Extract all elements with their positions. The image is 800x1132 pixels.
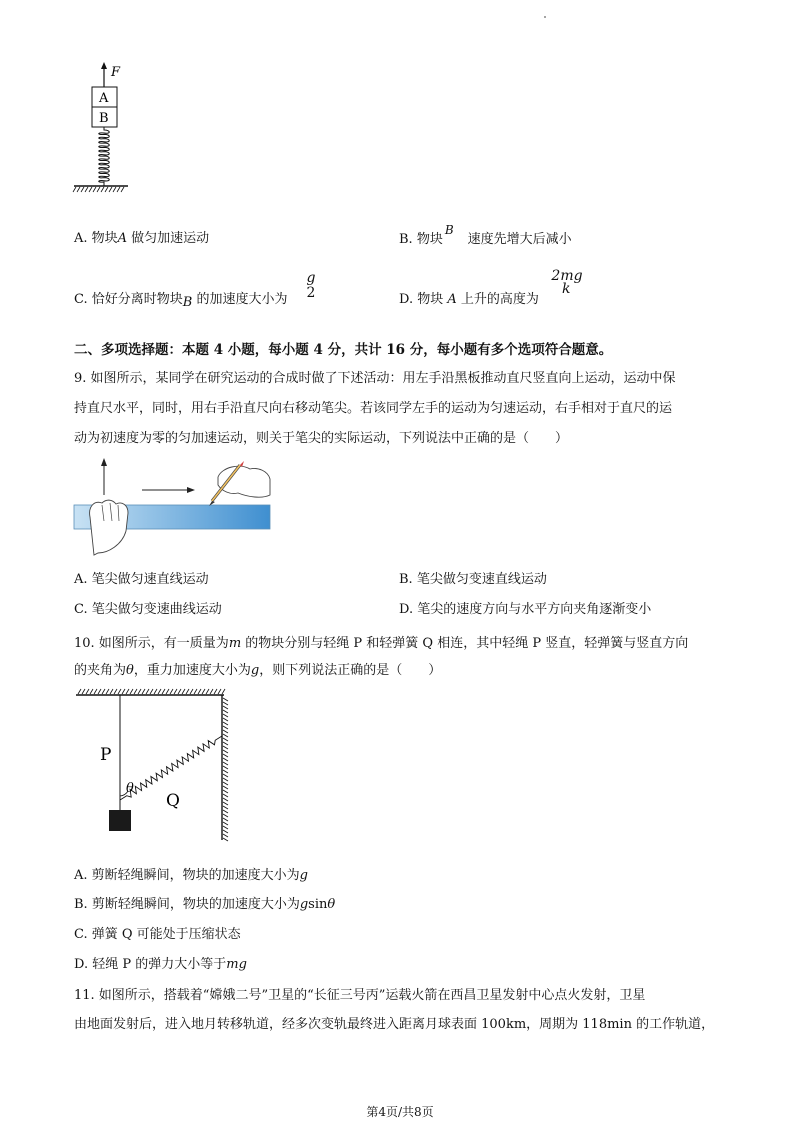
q8-d-fraction: 2mg k xyxy=(551,268,583,297)
figure-rope-spring xyxy=(72,688,232,846)
q10-line-2: 的夹角为θ，重力加速度大小为g，则下列说法正确的是（ ） xyxy=(74,663,442,678)
rope-p-label: P xyxy=(100,745,112,765)
q9-option-a: A. 笔尖做匀速直线运动 xyxy=(74,572,209,587)
figure-blocks-spring xyxy=(68,60,132,194)
block-b-label: B xyxy=(99,111,109,126)
q8-c-fraction: g 2 xyxy=(306,270,316,301)
figure-ruler-hands xyxy=(72,455,278,557)
spring-q-label: Q xyxy=(166,791,180,811)
q9-option-b: B. 笔尖做匀变速直线运动 xyxy=(399,572,547,587)
force-label: F xyxy=(111,65,121,80)
q10-option-b: B. 剪断轻绳瞬间，物块的加速度大小为gsinθ xyxy=(74,897,336,912)
q11-line-1: 11. 如图所示，搭载着“嫦娥二号”卫星的“长征三号丙”运载火箭在西昌卫星发射中心点火发射，卫星 xyxy=(74,988,646,1003)
q10-line-1: 10. 如图所示，有一质量为m 的物块分别与轻绳 P 和轻弹簧 Q 相连，其中轻绳 P 竖直，轻弹簧与竖直方向 xyxy=(74,636,689,651)
q9-option-d: D. 笔尖的速度方向与水平方向夹角逐渐变小 xyxy=(399,602,652,617)
q8-option-a: A. 物块A 做匀加速运动 xyxy=(74,231,210,246)
block-a-label: A xyxy=(99,91,109,106)
q8-option-d: D. 物块 A 上升的高度为 xyxy=(399,292,539,307)
speck xyxy=(544,16,546,18)
q10-option-c: C. 弹簧 Q 可能处于压缩状态 xyxy=(74,927,241,942)
q9-line-3: 动为初速度为零的匀加速运动，则关于笔尖的实际运动，下列说法中正确的是（ ） xyxy=(74,431,569,446)
q9-line-2: 持直尺水平，同时，用右手沿直尺向右移动笔尖。若该同学左手的运动为匀速运动，右手相对于直尺的运 xyxy=(74,401,673,416)
page-number: 第4页/共8页 xyxy=(366,1105,434,1119)
q10-option-a: A. 剪断轻绳瞬间，物块的加速度大小为g xyxy=(74,868,308,883)
q8-option-b: B. 物块B速度先增大后减小 xyxy=(399,223,572,247)
q9-option-c: C. 笔尖做匀变速曲线运动 xyxy=(74,602,222,617)
section-heading: 二、多项选择题：本题 4 小题，每小题 4 分，共计 16 分，每小题有多个选项符合题意。 xyxy=(74,342,613,358)
theta-label: θ xyxy=(126,781,134,796)
q9-line-1: 9. 如图所示，某同学在研究运动的合成时做了下述活动：用左手沿黑板推动直尺竖直向上运动，运动中保 xyxy=(74,371,676,386)
q11-line-2: 由地面发射后，进入地月转移轨道，经多次变轨最终进入距离月球表面 100km，周期为 118min 的工作轨道， xyxy=(74,1017,715,1032)
q8-option-c: C. 恰好分离时物块B 的加速度大小为 xyxy=(74,292,288,310)
q10-option-d: D. 轻绳 P 的弹力大小等于mg xyxy=(74,957,247,972)
